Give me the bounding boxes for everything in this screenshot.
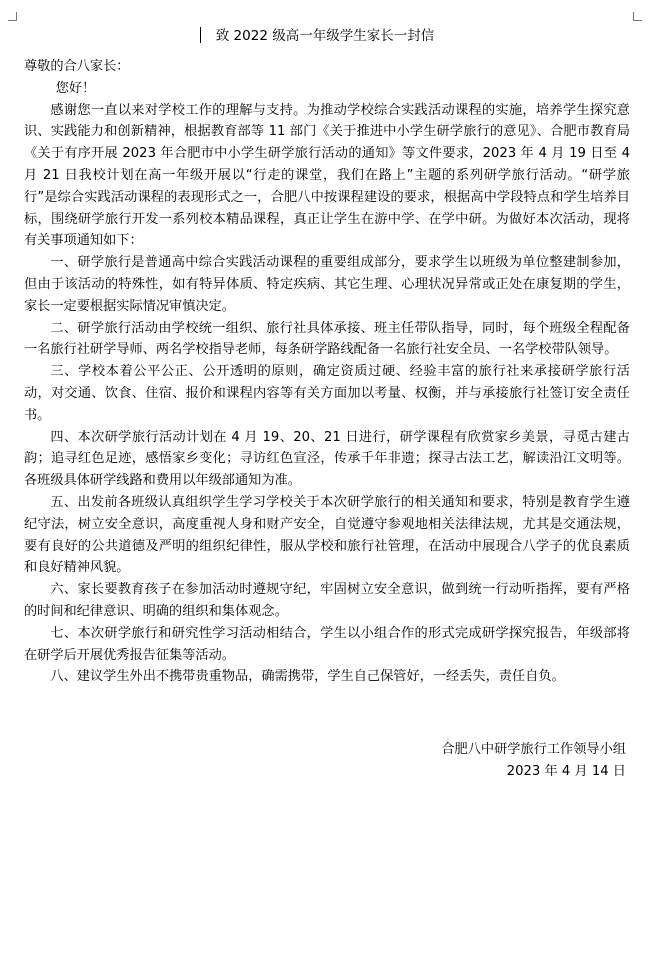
signature-block [441, 739, 626, 783]
item-8-paragraph: 八、建议学生外出不携带贵重物品，确需携带，学生自己保管好，一经丢失，责任自负。 [50, 669, 565, 685]
item-5-paragraph: 五、出发前各班级认真组织学生学习学校关于本次研学旅行的相关通知和要求，特别是教育学生遵纪守法，树立安全意识，高度重视人身和财产安全，自觉遵守参观地相关法律法规，尤其是交通法规，要有良好的公共道德及严明的组织纪律性，服从学校和旅行社管理，在活动中展现合八学子的优良素质和良好精神风貌。 [24, 494, 630, 576]
signature-organization: 合肥八中研学旅行工作领导小组 [441, 742, 626, 757]
item-6-paragraph: 六、家长要教育孩子在参加活动时遵规守纪，牢固树立安全意识，做到统一行动听指挥，要有严格的时间和纪律意识、明确的组织和集体观念。 [24, 582, 630, 619]
letter-body [24, 56, 630, 688]
signature-date: 2023 年 4 月 14 日 [506, 764, 626, 779]
item-7-paragraph: 七、本次研学旅行和研究性学习活动相结合，学生以小组合作的形式完成研学探究报告，年级部将在研学后开展优秀报告征集等活动。 [24, 625, 630, 663]
intro-paragraph: 感谢您一直以来对学校工作的理解与支持。为推动学校综合实践活动课程的实施，培养学生探究意识、实践能力和创新精神，根据教育部等 11 部门《关于推进中小学生研学旅行的意见》、合肥市教育局《关于有序开展 2023 年合肥市中小学生研学旅行活动的通知》等文件要求，2023 年 4 月 19 日至 4 月 21 日我校计划在高一年级开展以“行走的课堂，我们在路上”主题的系列研学旅行活动。“研学旅行”是综合实践活动课程的表现形式之一，合肥八中按课程建设的要求，根据高中学段特点和学生培养目标，围绕研学旅行开发一系列校本精品课程，真正让学生在游中学、在学中研。为做好本次活动，现将有关事项通知如下： [24, 102, 630, 249]
text-cursor [200, 27, 201, 43]
salutation: 尊敬的合八家长： [24, 59, 130, 74]
margin-corner-mark-right [633, 12, 642, 21]
greeting: 您好！ [55, 80, 96, 96]
item-2-paragraph: 二、研学旅行活动由学校统一组织、旅行社具体承接、班主任带队指导，同时，每个班级全程配备一名旅行社研学导师、两名学校指导老师，每条研学路线配备一名旅行社安全员、一名学校带队领导。 [24, 320, 630, 358]
item-3-paragraph: 三、学校本着公平公正、公开透明的原则，确定资质过硬、经验丰富的旅行社来承接研学旅行活动，对交通、饮食、住宿、报价和课程内容等有关方面加以考量、权衡，并与承接旅行社签订安全责任书。 [24, 364, 630, 423]
item-4-paragraph: 四、本次研学旅行活动计划在 4 月 19、20、21 日进行，研学课程有欣赏家乡美景，寻觅古建古韵；追寻红色足迹，感悟家乡变化；寻访红色宣泾，传承千年非遗；探寻古法工艺，解读沿江文明等。各班级具体研学线路和费用以年级部通知为准。 [24, 429, 630, 489]
letter-title: 致 2022 级高一年级学生家长一封信 [215, 28, 435, 44]
item-1-paragraph: 一、研学旅行是普通高中综合实践活动课程的重要组成部分，要求学生以班级为单位整建制参加，但由于该活动的特殊性，如有特异体质、特定疾病、其它生理、心理状况异常或正处在康复期的学生，家长一定要根据实际情况审慎决定。 [24, 255, 630, 314]
margin-corner-mark-left [8, 12, 17, 21]
